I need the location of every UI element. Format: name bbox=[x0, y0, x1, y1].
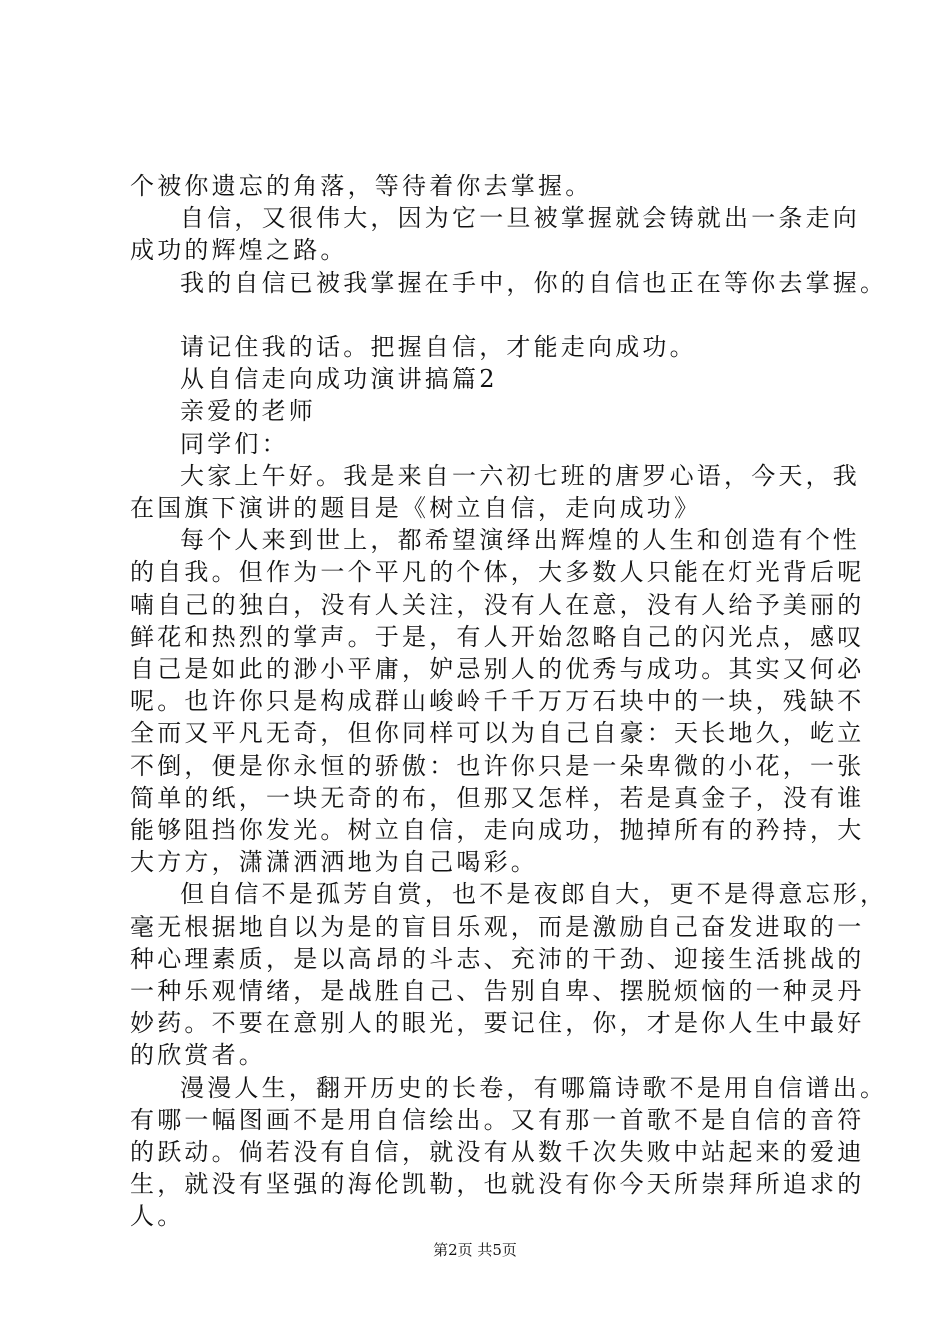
text-line: 请记住我的话。把握自信，才能走向成功。 bbox=[180, 333, 697, 361]
section-title: 从自信走向成功演讲搞篇2 bbox=[180, 365, 498, 394]
text-line: 成功的辉煌之路。 bbox=[130, 236, 348, 265]
text-line: 鲜花和热烈的掌声。于是，有人开始忽略自己的闪光点，感叹 bbox=[130, 622, 865, 651]
text-line: 有哪一幅图画不是用自信绘出。又有那一首歌不是自信的音符 bbox=[130, 1105, 865, 1134]
text-line: 大家上午好。我是来自一六初七班的唐罗心语，今天，我 bbox=[180, 461, 860, 490]
text-line: 能够阻挡你发光。树立自信，走向成功，抛掉所有的矜持，大 bbox=[130, 816, 865, 844]
text-line: 简单的纸，一块无奇的布，但那又怎样，若是真金子，没有谁 bbox=[130, 783, 865, 812]
text-line: 的跃动。倘若没有自信，就没有从数千次失败中站起来的爱迪 bbox=[130, 1138, 865, 1166]
text-line: 但自信不是孤芳自赏，也不是夜郎自大，更不是得意忘形， bbox=[180, 880, 888, 909]
text-line: 我的自信已被我掌握在手中，你的自信也正在等你去掌握。 bbox=[180, 268, 888, 297]
text-line: 大方方，潇潇洒洒地为自己喝彩。 bbox=[130, 848, 538, 877]
text-line: 生，就没有坚强的海伦凯勒，也就没有你今天所崇拜所追求的 bbox=[130, 1170, 865, 1199]
text-line: 漫漫人生，翻开历史的长卷，有哪篇诗歌不是用自信谱出。 bbox=[180, 1073, 888, 1102]
text-line: 一种乐观情绪，是战胜自己、告别自卑、摆脱烦恼的一种灵丹 bbox=[130, 977, 865, 1005]
text-line: 自信，又很伟大，因为它一旦被掌握就会铸就出一条走向 bbox=[180, 204, 860, 233]
text-line: 呢。也许你只是构成群山峻岭千千万万石块中的一块，残缺不 bbox=[130, 687, 865, 716]
text-line: 的自我。但作为一个平凡的个体，大多数人只能在灯光背后呢 bbox=[130, 558, 865, 587]
text-line: 妙药。不要在意别人的眼光，要记住，你，才是你人生中最好 bbox=[130, 1009, 865, 1038]
text-line: 人。 bbox=[130, 1202, 185, 1231]
salutation: 同学们： bbox=[180, 429, 289, 458]
text-line: 个被你遗忘的角落，等待着你去掌握。 bbox=[130, 172, 593, 200]
text-line: 全而又平凡无奇，但你同样可以为自己自豪：天长地久，屹立 bbox=[130, 719, 865, 748]
page-number-label: 第2页 共5页 bbox=[433, 1241, 517, 1259]
text-line: 每个人来到世上，都希望演绎出辉煌的人生和创造有个性 bbox=[180, 526, 860, 555]
page-footer bbox=[0, 1240, 950, 1260]
text-line: 不倒，便是你永恒的骄傲：也许你只是一朵卑微的小花，一张 bbox=[130, 751, 865, 780]
text-line: 自己是如此的渺小平庸，妒忌别人的优秀与成功。其实又何必 bbox=[130, 655, 865, 683]
salutation: 亲爱的老师 bbox=[180, 397, 316, 426]
text-line: 毫无根据地自以为是的盲目乐观，而是激励自己奋发进取的一 bbox=[130, 912, 865, 941]
text-line: 的欣赏者。 bbox=[130, 1041, 266, 1070]
text-line: 在国旗下演讲的题目是《树立自信，走向成功》 bbox=[130, 494, 702, 522]
text-line: 种心理素质，是以高昂的斗志、充沛的干劲、迎接生活挑战的 bbox=[130, 944, 865, 973]
text-line: 喃自己的独白，没有人关注，没有人在意，没有人给予美丽的 bbox=[130, 590, 865, 619]
